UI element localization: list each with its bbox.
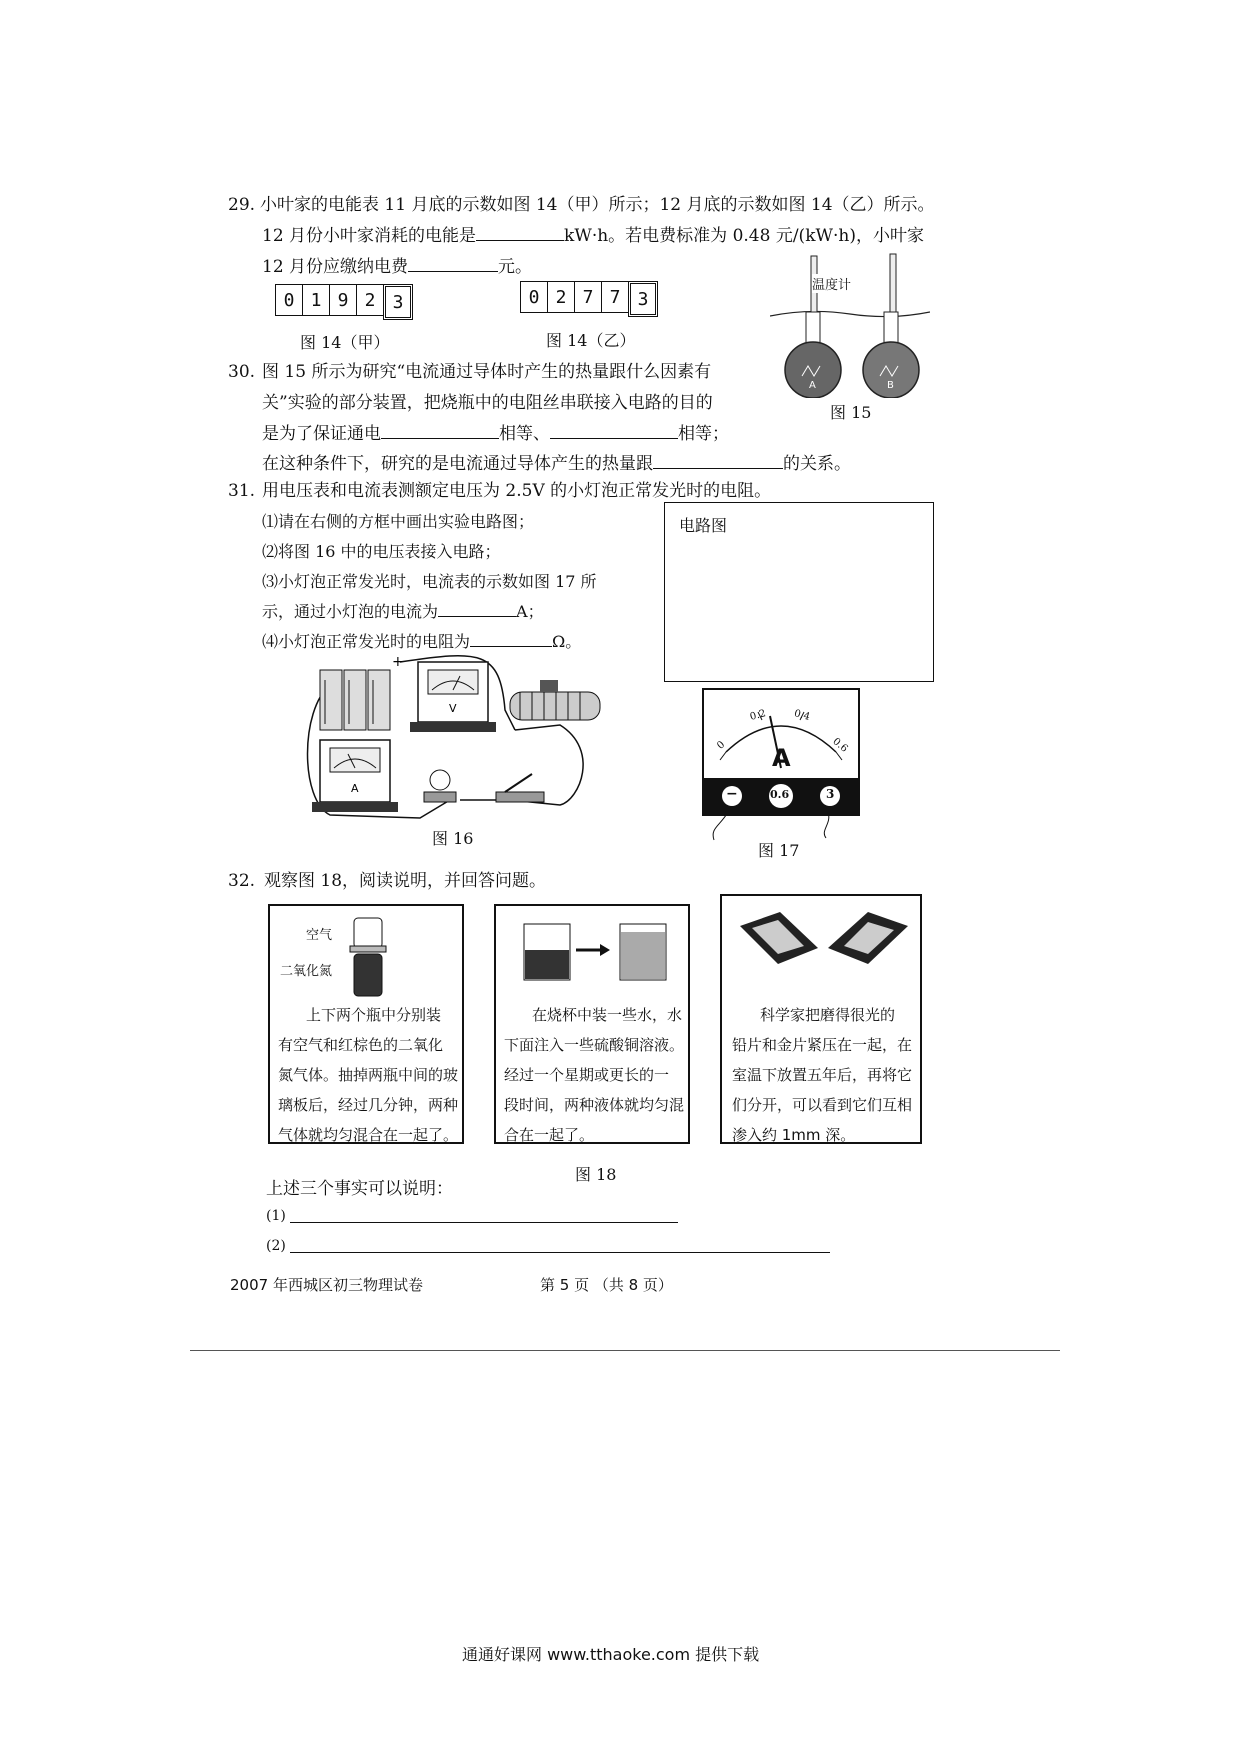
- q30-line3-mid: 相等、: [499, 424, 550, 444]
- meter-digit-decimal: 3: [628, 281, 658, 317]
- terminal-label: 0.6: [770, 788, 790, 801]
- wire: [770, 311, 930, 316]
- meter-display-b: [520, 281, 658, 317]
- panel-text-line: 室温下放置五年后，再将它: [732, 1066, 913, 1084]
- fig15-caption: 图 15: [830, 403, 872, 422]
- q30-text-line2: 关”实验的部分装置，把烧瓶中的电阻丝串联接入电路的目的: [262, 393, 713, 413]
- meter-digit: 9: [329, 284, 356, 316]
- bottle-no2-icon: [354, 954, 382, 996]
- fig15-flasks-diagram: [770, 248, 930, 398]
- panel-text-line: 合在一起了。: [504, 1126, 595, 1144]
- panel-text-line: 经过一个星期或更长的一: [504, 1066, 670, 1084]
- fig14a-caption: 图 14（甲）: [300, 333, 390, 352]
- q31-item1: ⑴请在右侧的方框中画出实验电路图；: [262, 512, 535, 531]
- q32-number: 32.: [228, 871, 256, 891]
- panel-text: [504, 1000, 688, 1150]
- answer-blank[interactable]: [653, 450, 783, 469]
- panel-text-line: 有空气和红棕色的二氧化: [278, 1036, 444, 1054]
- rheostat-icon: [510, 680, 600, 720]
- q30-line4-end: 的关系。: [783, 454, 851, 474]
- label-no2: 二氧化氮: [280, 964, 333, 979]
- q31-item4-end: Ω。: [552, 632, 582, 651]
- q31-item3-cont-start: 示，通过小灯泡的电流为: [262, 602, 439, 621]
- answer-blank[interactable]: [381, 420, 499, 439]
- switch-icon: [496, 774, 544, 802]
- arrow-right-icon: [600, 944, 610, 956]
- bottle-air-icon: [354, 918, 382, 948]
- panel-text-line: 科学家把磨得很光的: [760, 1006, 896, 1024]
- q31-item3-cont: [262, 596, 544, 627]
- footer-download-credit: 通通好课网 www.tthaoke.com 提供下载: [462, 1645, 760, 1664]
- q30-text-line1: 图 15 所示为研究“电流通过导体时产生的热量跟什么因素有: [262, 362, 712, 382]
- q29-line2-end: kW·h。若电费标准为 0.48 元/(kW·h)，小叶家: [564, 226, 924, 246]
- fig17-caption: 图 17: [758, 841, 800, 860]
- footer-page-number: 第 5 页 （共 8 页）: [540, 1276, 673, 1294]
- panel-text-line: 在烧杯中装一些水，水: [532, 1006, 683, 1024]
- q30-line3-end: 相等；: [678, 424, 729, 444]
- scale-label: 0.4: [792, 708, 812, 723]
- thermometer-label: 温度计: [812, 274, 851, 293]
- q29-line2-start: 12 月份小叶家消耗的电能是: [262, 226, 477, 246]
- meter-digit: 1: [302, 284, 329, 316]
- q31-item2: ⑵将图 16 中的电压表接入电路；: [262, 542, 501, 561]
- panel-text-line: 们分开，可以看到它们互相: [732, 1096, 913, 1114]
- panel-text: [732, 1000, 920, 1150]
- meter-digit: 7: [601, 281, 628, 313]
- meter-digit: 2: [547, 281, 574, 313]
- answer-blank[interactable]: [470, 628, 552, 647]
- copper-sulfate-layer: [525, 950, 569, 979]
- q32-text-line1: 观察图 18，阅读说明，并回答问题。: [264, 871, 547, 891]
- fig16-circuit-apparatus: [300, 650, 620, 825]
- answer2-label: (2): [266, 1238, 286, 1254]
- meter-display-a: [275, 284, 413, 320]
- panel-text-line: 氮气体。抽掉两瓶中间的玻: [278, 1066, 459, 1084]
- flask-a-label: A: [809, 380, 816, 391]
- q29-number: 29.: [228, 195, 256, 215]
- q29-line3-start: 12 月份应缴纳电费: [262, 257, 409, 277]
- scale-tick: [720, 752, 726, 760]
- panel-text: [278, 1000, 462, 1150]
- bulb-icon: [424, 770, 456, 802]
- q29-text-line1: 小叶家的电能表 11 月底的示数如图 14（甲）所示；12 月底的示数如图 14（乙）所示。: [260, 195, 935, 215]
- panel-text-line: 气体就均匀混合在一起了。: [278, 1126, 459, 1144]
- flask-b-label: B: [887, 380, 894, 391]
- panel-text-line: 下面注入一些硫酸铜溶液。: [504, 1036, 685, 1054]
- fig17-ammeter: [702, 688, 860, 816]
- meter-digit: 0: [520, 281, 547, 313]
- fig16-caption: 图 16: [432, 829, 474, 848]
- fig18-panel-gas-diffusion: [268, 904, 464, 1144]
- page-divider: [190, 1350, 1060, 1351]
- voltmeter-icon: [410, 662, 496, 732]
- answer1-label: (1): [266, 1208, 286, 1224]
- wire: [824, 812, 829, 838]
- wire: [713, 812, 728, 840]
- label-air: 空气: [306, 928, 333, 943]
- q31-item3: ⑶小灯泡正常发光时，电流表的示数如图 17 所: [262, 572, 597, 591]
- ammeter-icon: [312, 740, 398, 812]
- q30-text-line3: [262, 419, 729, 450]
- bottles-diagram: [270, 906, 466, 1006]
- q29-text-line3: [262, 252, 532, 283]
- answer-blank[interactable]: [476, 222, 564, 241]
- panel-text-line: 上下两个瓶中分别装: [306, 1006, 442, 1024]
- terminal-label: 3: [826, 787, 835, 801]
- battery-plus-label: +: [392, 654, 404, 670]
- panel-text-line: 段时间，两种液体就均匀混: [504, 1096, 685, 1114]
- beakers-diagram: [496, 906, 692, 996]
- ammeter-label: A: [351, 782, 359, 795]
- answer-blank[interactable]: [408, 253, 498, 272]
- q29-line3-end: 元。: [498, 257, 533, 277]
- q32-conclusion: 上述三个事实可以说明：: [266, 1179, 453, 1199]
- fig18-caption: 图 18: [575, 1165, 617, 1184]
- meter-digit: 2: [356, 284, 383, 316]
- q30-line3-start: 是为了保证通电: [262, 424, 381, 444]
- q30-line4-start: 在这种条件下，研究的是电流通过导体产生的热量跟: [262, 454, 653, 474]
- panel-text-line: 璃板后，经过几分钟，两种: [278, 1096, 459, 1114]
- battery-icon: [320, 670, 390, 730]
- glass-plate: [350, 946, 386, 952]
- q31-number: 31.: [228, 481, 256, 501]
- answer2-line[interactable]: [290, 1252, 830, 1253]
- mixed-liquid: [621, 932, 665, 979]
- panel-text-line: 铅片和金片紧压在一起，在: [732, 1036, 913, 1054]
- scale-label: 0.2: [748, 708, 768, 723]
- circuit-box-label: 电路图: [679, 516, 728, 535]
- answer-blank[interactable]: [550, 420, 678, 439]
- meter-digit: 7: [574, 281, 601, 313]
- answer-blank[interactable]: [438, 598, 516, 617]
- terminal-label: −: [726, 786, 738, 802]
- q30-number: 30.: [228, 362, 256, 382]
- metal-blocks-diagram: [722, 896, 924, 986]
- footer-exam-title: 2007 年西城区初三物理试卷: [230, 1276, 423, 1294]
- fig18-panel-solid-diffusion: [720, 894, 922, 1144]
- q31-item4-start: ⑷小灯泡正常发光时的电阻为: [262, 632, 471, 651]
- scale-label: 0.6: [830, 736, 850, 755]
- meter-digit-decimal: 3: [383, 284, 413, 320]
- q31-text-line1: 用电压表和电流表测额定电压为 2.5V 的小灯泡正常发光时的电阻。: [262, 481, 772, 501]
- voltmeter-label: V: [449, 702, 457, 715]
- ammeter-unit-label: A: [772, 744, 791, 772]
- fig18-panel-liquid-diffusion: [494, 904, 690, 1144]
- q31-item3-cont-end: A；: [516, 602, 544, 621]
- circuit-diagram-box[interactable]: [664, 502, 934, 682]
- fig14b-caption: 图 14（乙）: [546, 331, 636, 350]
- meter-digit: 0: [275, 284, 302, 316]
- thermometer-icon: [890, 254, 896, 320]
- scale-label: 0: [715, 739, 728, 752]
- answer1-line[interactable]: [290, 1222, 678, 1223]
- panel-text-line: 渗入约 1mm 深。: [732, 1126, 856, 1144]
